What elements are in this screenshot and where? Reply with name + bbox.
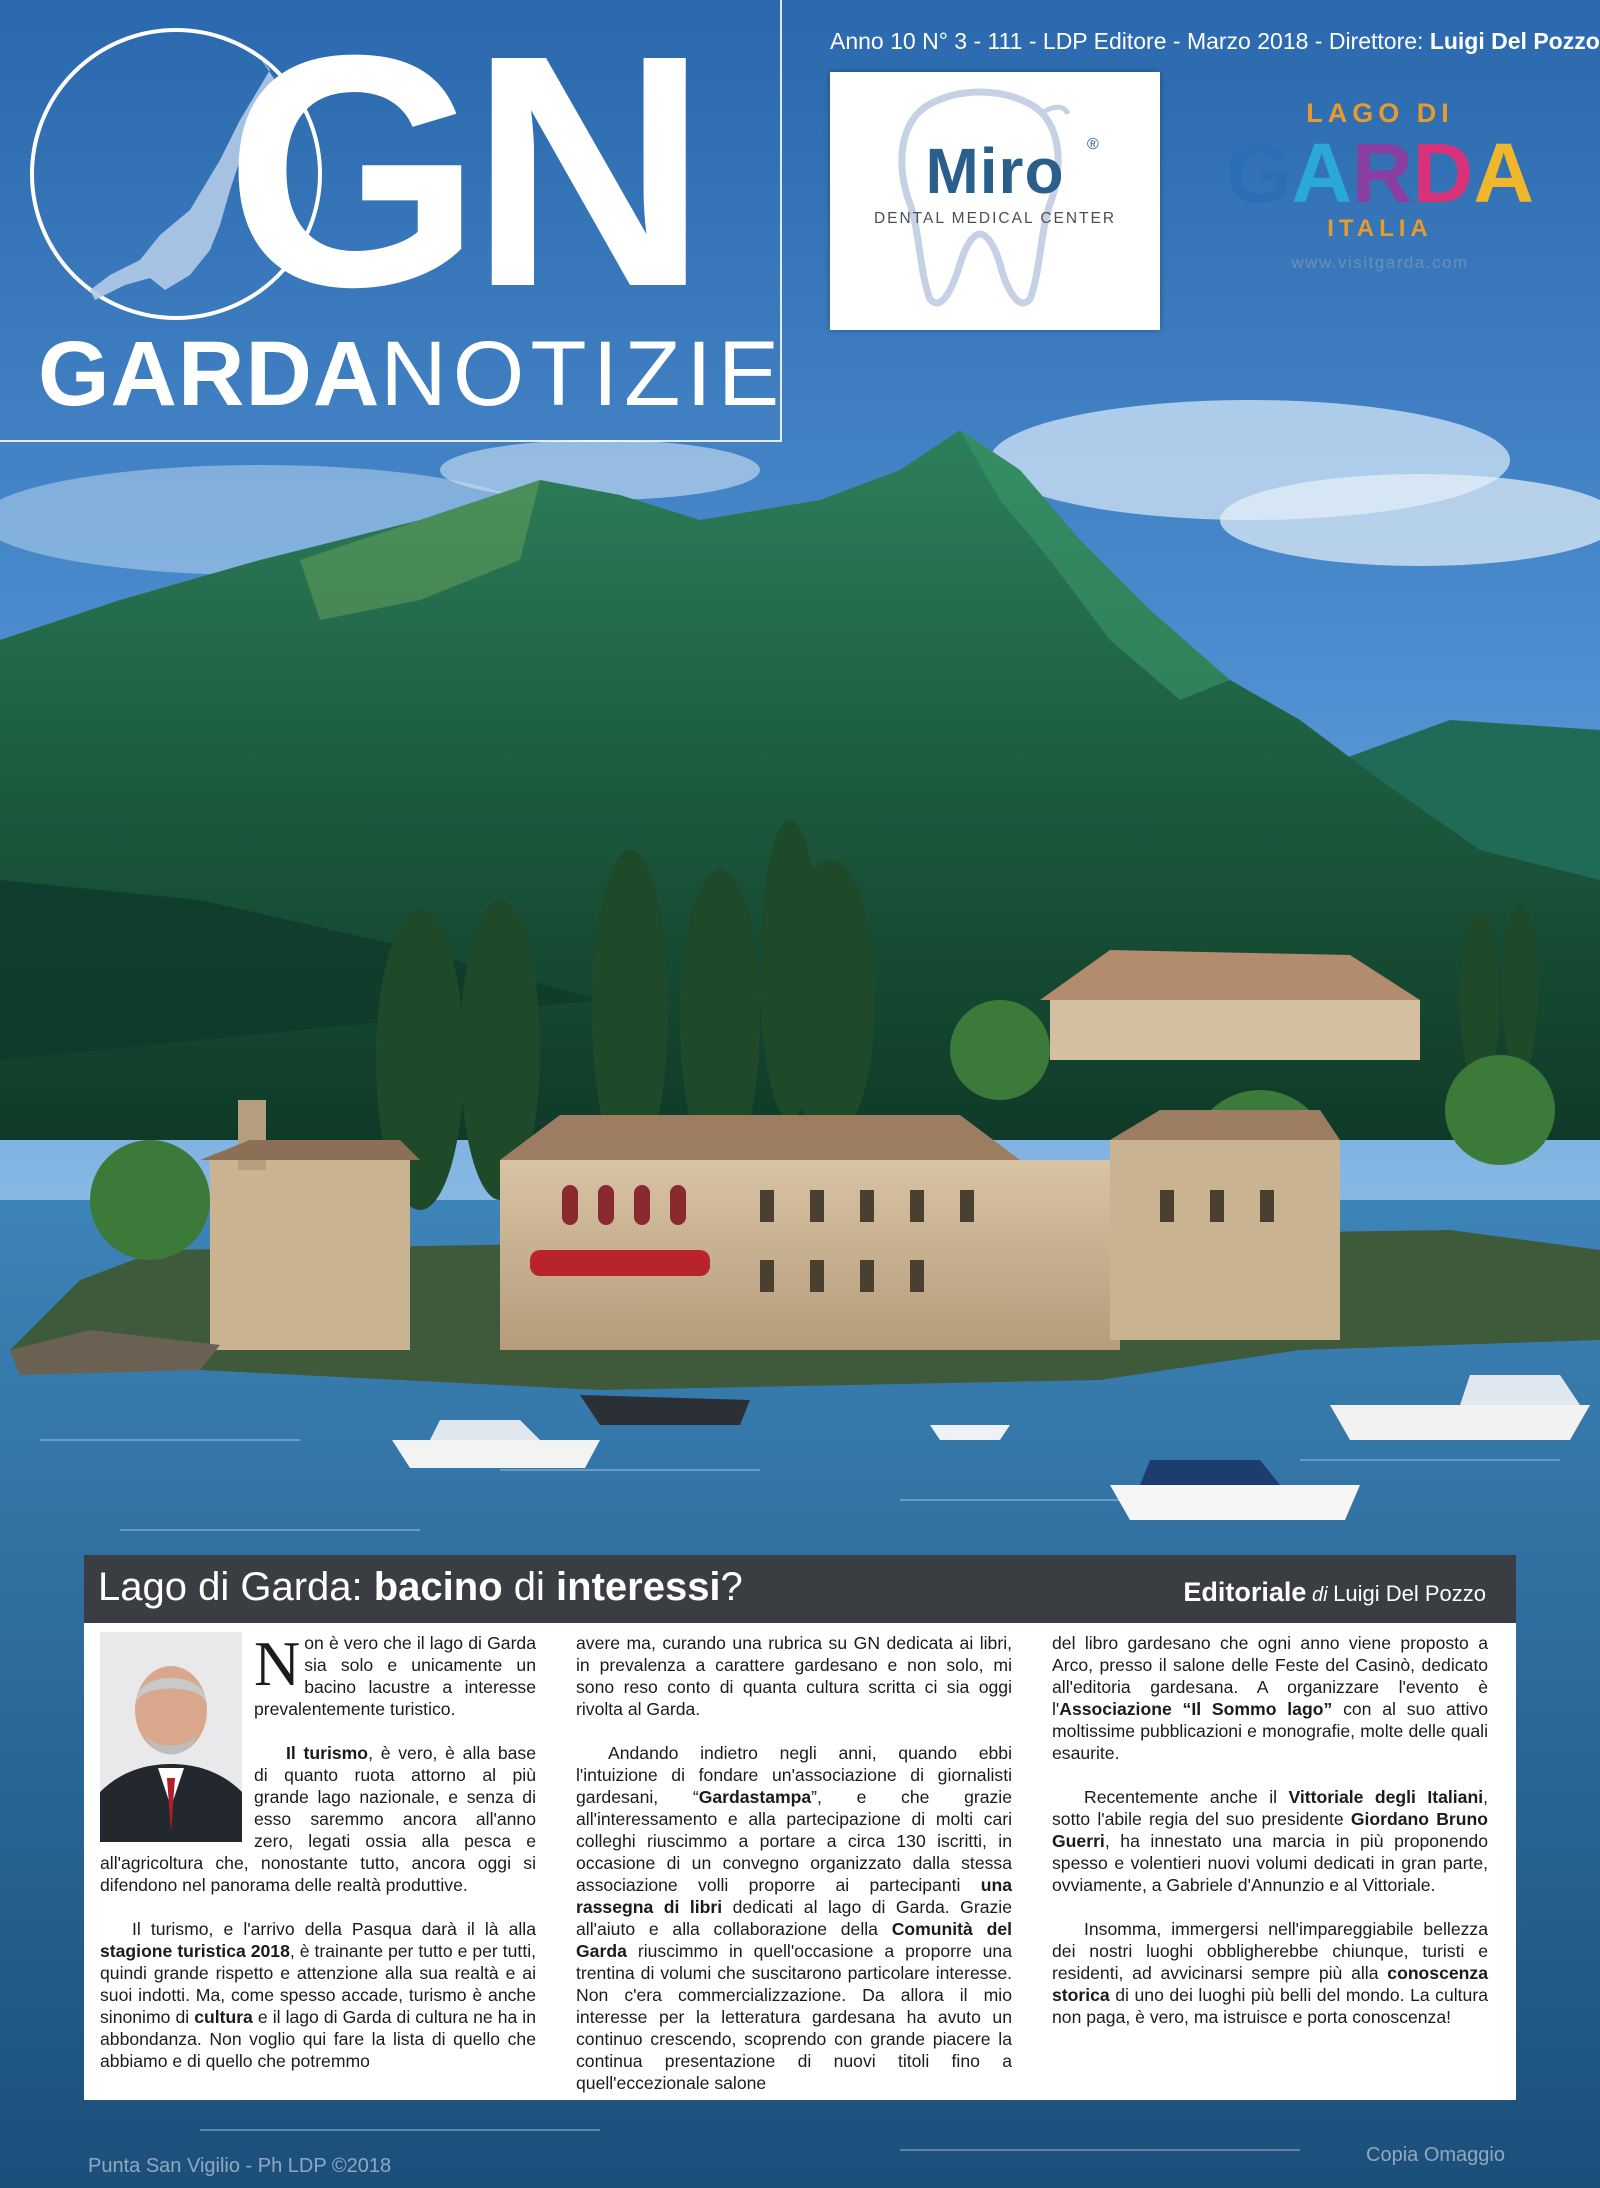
author-name: Luigi Del Pozzo — [1333, 1581, 1486, 1606]
paragraph-bold: una rassegna di libri — [576, 1875, 1012, 1917]
garda-letter: R — [1352, 126, 1413, 220]
issue-info — [830, 28, 1600, 55]
title-part: di — [502, 1565, 557, 1609]
paragraph-text: dedicati al lago di Garda. Grazie all'aiuto e alla collaborazione della — [576, 1897, 1013, 1939]
title-part: bacino — [373, 1565, 503, 1609]
paragraph-text: e il lago di Garda di cultura ne ha in abbondanza. Non voglio qui fare la lista di quello che abbiamo e di quello che potremmo — [100, 2007, 537, 2071]
free-copy-label: Copia Omaggio — [1366, 2144, 1505, 2166]
sponsor-tagline: DENTAL MEDICAL CENTER — [873, 210, 1117, 227]
wordmark-garda: GARDA — [38, 323, 381, 425]
logo-gn: GN — [225, 0, 696, 355]
paragraph-text: ”, e che grazie all'interessamento e alla partecipazione di molti cari colleghi riuscimmo a portare a circa 130 iscritti, in occasione di un convegno organizzato dalla stessa associazione volli proporre ai partecipanti — [576, 1787, 1012, 1895]
paragraph-text: , è vero, è alla base di quanto ruota attorno al più grande lago nazionale, e senza di esso saremmo ancora all'anno zero, legati ossia alla pesca e all'agricoltura che, nonostante tutto, ancora oggi si difendono nel panorama delle realtà produttive. — [100, 1743, 536, 1895]
paragraph-text: con al suo attivo moltissime pubblicazioni e monografie, molte delle quali esaurite. — [1052, 1699, 1489, 1763]
masthead-wordmark — [38, 323, 786, 425]
garda-letter: A — [1291, 126, 1352, 220]
director-name: Luigi Del Pozzo — [1429, 28, 1600, 54]
garda-logo-bottom: ITALIA — [1327, 215, 1433, 242]
title-part: ? — [720, 1565, 743, 1609]
paragraph-text: Andando indietro negli anni, quando ebbi l'intuizione di fondare un'associazione di giornalisti gardesani, “ — [576, 1743, 1012, 1807]
editorial-byline — [1183, 1577, 1486, 1608]
title-part: interessi — [556, 1565, 721, 1609]
paragraph-bold: Associazione “Il Sommo lago” — [1059, 1699, 1333, 1719]
paragraph-text: , è trainante per tutto e per tutti, quindi grande rispetto e attenzione alla sua realtà e ai suoi indotti. Ma, come spesso accade, turismo è anche sinonimo di — [100, 1941, 537, 2027]
editorial-column-1 — [100, 1628, 537, 2094]
sponsor-registered-mark: ® — [1087, 136, 1099, 153]
paragraph-bold: stagione turistica 2018 — [100, 1941, 290, 1961]
paragraph-text: avere ma, curando una rubrica su GN dedicata ai libri, in prevalenza a carattere gardesano e non solo, mi sono reso conto di quanta cultura scritta ci sia oggi rivolta al Garda. — [576, 1633, 1012, 1719]
paragraph-text: Il turismo, e l'arrivo della Pasqua darà il là alla — [132, 1919, 536, 1939]
paragraph-text: Insomma, immergersi nell'impareggiabile bellezza dei nostri luoghi obbligherebbe chiunque, turisti e residenti, ad avvicinarsi sempre più alla — [1052, 1919, 1488, 1983]
visit-garda-logo[interactable] — [1200, 98, 1560, 298]
paragraph-bold: Vittoriale degli Italiani — [1288, 1787, 1484, 1807]
editorial-column-3 — [1052, 1632, 1488, 2050]
paragraph-text: , ha innestato una marcia in più proponendo spesso e volentieri nuovi volumi dedicati in gran parte, ovviamente, a Gabriele d'Annunzio e al Vittoriale. — [1052, 1831, 1488, 1895]
paragraph-text: , sotto l'abile regia del suo presidente — [1052, 1787, 1488, 1829]
paragraph-bold: cultura — [194, 2007, 253, 2027]
paragraph-text: on è vero che il lago di Garda sia solo e unicamente un bacino lacustre a interesse prevalentemente turistico. — [254, 1633, 536, 1719]
garda-letter: A — [1473, 126, 1535, 220]
masthead — [0, 0, 786, 442]
editorial-header — [84, 1555, 1516, 1623]
wordmark-notizie: NOTIZIE — [380, 323, 786, 425]
editorial-column-2 — [576, 1632, 1012, 2116]
garda-letter: G — [1225, 126, 1292, 220]
sponsor-name: Miro — [925, 135, 1065, 207]
paragraph-text: Recentemente anche il — [1084, 1787, 1289, 1807]
garda-logo-word — [1200, 126, 1560, 220]
paragraph-bold: Il turismo — [286, 1743, 369, 1763]
title-part: Lago di Garda: — [98, 1565, 374, 1609]
paragraph-text: del libro gardesano che ogni anno viene proposto a Arco, presso il salone delle Feste del Casinò, dedicato all'editoria gardesana. A organizzare l'evento è l' — [1052, 1633, 1488, 1719]
photo-credit: Punta San Vigilio - Ph LDP ©2018 — [88, 2155, 392, 2177]
paragraph-bold: conoscenza storica — [1052, 1963, 1488, 2005]
drop-cap: N — [254, 1628, 301, 1699]
paragraph-bold: Gardastampa — [698, 1787, 812, 1807]
editorial-body — [84, 1623, 1516, 2100]
garda-logo-url[interactable]: www.visitgarda.com — [1291, 253, 1469, 272]
author-portrait — [100, 1632, 242, 1842]
garda-letter: D — [1412, 126, 1474, 220]
issue-details: Anno 10 N° 3 - 111 - LDP Editore - Marzo 2018 - Direttore: — [830, 28, 1430, 54]
paragraph-text: riuscimmo in quell'occasione a proporre una trentina di volumi che suscitarono particolare interesse. Non c'era commercializzazione. Da allora il mio interesse per la letteratura gardesana ha avuto un continuo crescendo, scoprendo con grande piacere la continua presentazione di nuovi titoli fino a quell'eccezionale salone — [576, 1941, 1012, 2093]
byline-di: di — [1306, 1584, 1334, 1606]
section-label: Editoriale — [1183, 1577, 1307, 1607]
sponsor-miro-ad[interactable] — [830, 72, 1160, 330]
paragraph-bold: Comunità del Garda — [576, 1919, 1013, 1961]
paragraph-bold: Giordano Bruno Guerri — [1052, 1809, 1488, 1851]
paragraph-text: di uno dei luoghi più belli del mondo. La cultura non paga, è vero, ma istruisce e porta conoscenza! — [1052, 1985, 1488, 2027]
garda-logo-top: LAGO DI — [1306, 98, 1454, 128]
editorial-title — [98, 1565, 743, 1610]
